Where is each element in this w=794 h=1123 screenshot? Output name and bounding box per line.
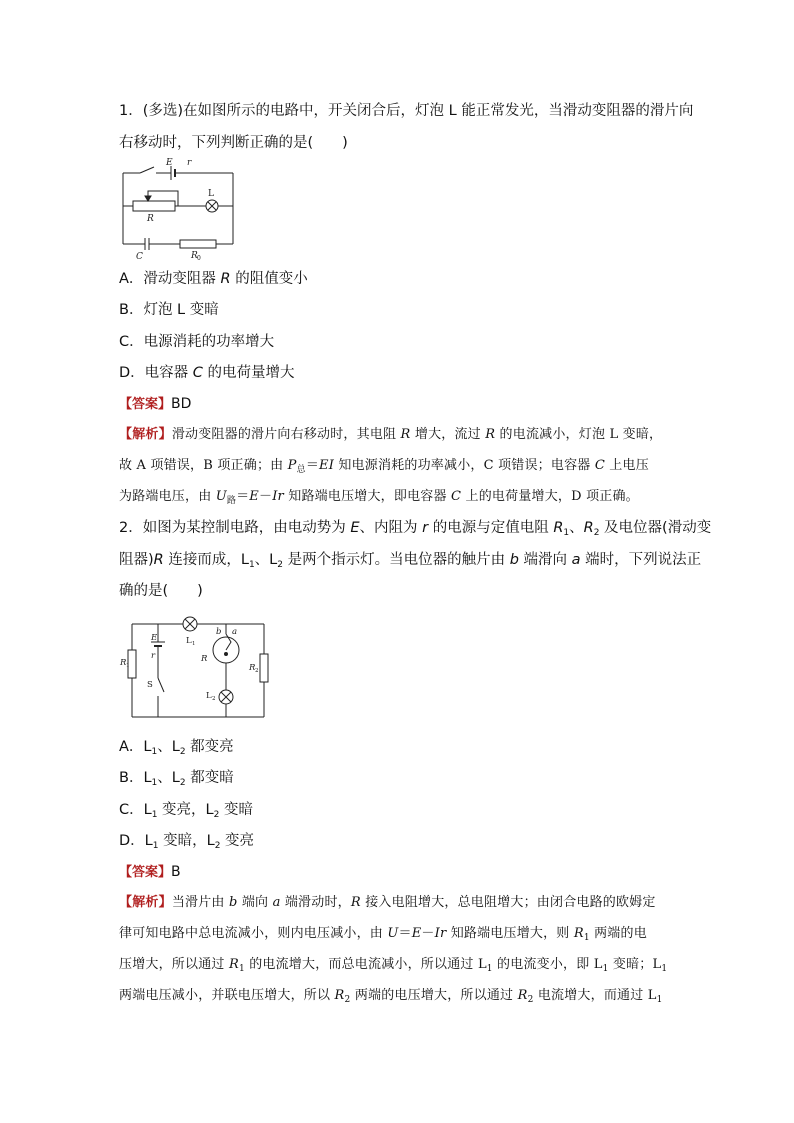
q2-option-a: A．$L_1$、$L_2$ 都变亮: [119, 739, 234, 757]
q2-option-d: D．$L_1$ 变暗，$L_2$ 变亮: [119, 833, 255, 851]
q2-label-R2-sub: 2: [255, 668, 259, 674]
q2-stem-line2: 阻器)R 连接而成，$L_1$、$L_2$ 是两个指示灯。当电位器的触片由 b 端滑向 a 端时，下列说法正: [119, 552, 702, 570]
q2-stem-line1: 2．如图为某控制电路，由电动势为 E、内阻为 r 的电源与定值电阻 $R_1$、$R_2$ 及电位器(滑动变: [119, 520, 712, 538]
q1-circuit-diagram: [118, 158, 238, 262]
q1-label-C: C: [136, 252, 143, 262]
q1-option-a: A．滑动变阻器 R 的阻值变小: [119, 271, 308, 287]
q1-analysis-line3: 为路端电压，由 $U_路=E-Ir$ 知路端电压增大，即电容器 C 上的电荷量增大，D 项正确。: [119, 489, 639, 506]
q1-label-R0-sub: 0: [197, 255, 201, 262]
q2-label-E: E: [151, 633, 158, 643]
q2-label-r: r: [151, 651, 156, 661]
q2-answer-tag: 【答案】: [119, 865, 172, 880]
q1-analysis-line1: 【解析】滑动变阻器的滑片向右移动时，其电阻 R 增大，流过 R 的电流减小，灯泡 L 变暗，: [119, 427, 663, 442]
q1-answer-tag: 【答案】: [119, 397, 172, 412]
q2-label-S: S: [147, 680, 153, 690]
q2-stem-line3: 确的是( ): [119, 583, 203, 599]
q2-answer-value: B: [171, 864, 181, 880]
q1-resistor-r0: [180, 240, 216, 248]
q1-answer: [119, 394, 191, 415]
q2-label-R: R: [201, 654, 208, 664]
q2-label-R1: R: [120, 658, 127, 668]
q2-circuit-diagram: [118, 612, 270, 722]
q1-label-r: r: [187, 158, 192, 168]
q1-label-L: L: [208, 189, 214, 199]
q1-label-R: R: [147, 214, 154, 224]
q2-switch: [158, 678, 164, 692]
q2-analysis-tag: 【解析】: [119, 895, 172, 910]
q1-option-d: D．电容器 C 的电荷量增大: [119, 365, 295, 381]
q2-analysis-line4: 两端电压减小，并联电压增大，所以 $R_2$ 两端的电压增大，所以通过 $R_2$ 电流增大，而通过 $L_1$: [119, 988, 663, 1005]
q2-option-b: B．$L_1$、$L_2$ 都变暗: [119, 770, 234, 788]
q1-option-b: B．灯泡 L 变暗: [119, 302, 219, 318]
q2-label-L1-sub: 1: [192, 641, 196, 647]
q1-stem-line2: 右移动时，下列判断正确的是( ): [119, 135, 348, 151]
q1-label-R0: R: [191, 251, 198, 261]
q1-stem-line1: 1．(多选)在如图所示的电路中，开关闭合后，灯泡 L 能正常发光，当滑动变阻器的滑片向: [119, 103, 694, 119]
q2-label-R1-sub: 1: [126, 663, 130, 669]
q1-label-E: E: [166, 158, 173, 168]
q2-resistor-r2: [260, 654, 268, 682]
q1-answer-value: BD: [171, 396, 192, 412]
q2-label-R2: R: [249, 663, 256, 673]
q2-analysis-line2: 律可知电路中总电流减小，则内电压减小，由 U＝E－Ir 知路端电压增大，则 $R_1$ 两端的电: [119, 926, 647, 943]
q2-label-L1: L: [186, 636, 192, 646]
q1-analysis-tag: 【解析】: [119, 427, 172, 442]
q1-option-c: C．电源消耗的功率增大: [119, 334, 275, 350]
q1-switch: [140, 167, 154, 173]
q2-analysis-line3: 压增大，所以通过 $R_1$ 的电流增大，而总电流减小，所以通过 $L_1$ 的电流变小，即 $L_1$ 变暗；$L_1$: [119, 957, 668, 974]
q2-label-L2-sub: 2: [212, 696, 216, 702]
q2-label-b: b: [216, 627, 222, 637]
q2-label-a: a: [232, 627, 238, 637]
q1-analysis-line2: 故 A 项错误，B 项正确；由 $P_总=EI$ 知电源消耗的功率减小，C 项错误；电容器 C 上电压: [119, 458, 649, 475]
q2-label-L2: L: [206, 691, 212, 701]
q2-analysis-line1: 【解析】当滑片由 b 端向 a 端滑动时，R 接入电阻增大，总电阻增大；由闭合电路的欧姆定: [119, 895, 656, 910]
q2-option-c: C．$L_1$ 变亮，$L_2$ 变暗: [119, 802, 253, 820]
q2-answer: [119, 862, 181, 883]
q1-rheostat: [133, 201, 175, 211]
